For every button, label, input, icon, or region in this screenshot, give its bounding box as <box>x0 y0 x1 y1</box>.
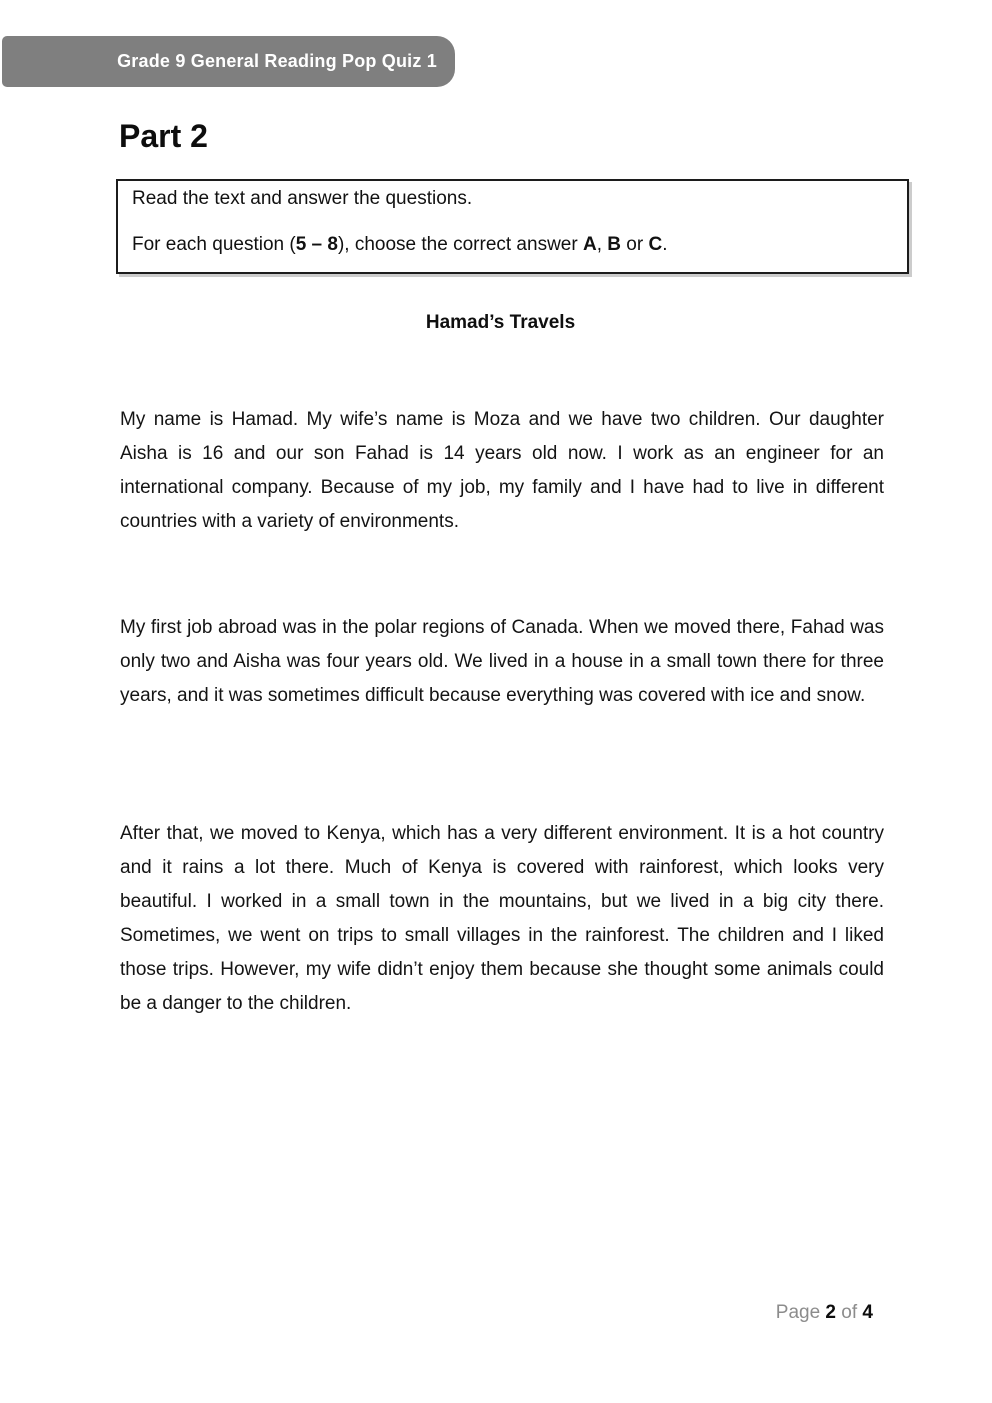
quiz-title-badge <box>2 36 455 87</box>
page-total: 4 <box>862 1302 873 1323</box>
article-paragraph-1: My name is Hamad. My wife’s name is Moza and we have two children. Our daughter Aisha is 16 and our son Fahad is 14 years old now. I work as an engineer for an international company. Because of my job, my family and I have had to live in different countries with a variety of environments. <box>120 409 884 532</box>
instructions-line-2-pre: For each question ( <box>132 234 296 255</box>
instructions-line-1: Read the text and answer the questions. <box>132 188 473 209</box>
answer-option-b: B <box>607 234 621 255</box>
answer-separator-bc: or <box>621 234 649 255</box>
article-paragraph-3: After that, we moved to Kenya, which has a very different environment. It is a hot country and it rains a lot there. Much of Kenya is covered with rainforest, which looks very beautiful. I worked in a small town in the mountains, but we lived in a big city there. Sometimes, we went on trips to small villages in the rainforest. The children and I liked those trips. However, my wife didn’t enjoy them because she thought some animals could be a danger to the children. <box>120 823 884 1014</box>
page-number <box>117 1301 873 1325</box>
article-title: Hamad’s Travels <box>425 312 576 333</box>
article-paragraph-2: My first job abroad was in the polar regions of Canada. When we moved there, Fahad was only two and Aisha was four years old. We lived in a house in a small town there for three years, and it was sometimes difficult because everything was covered with ice and snow. <box>120 617 884 706</box>
of-word: of <box>841 1302 858 1323</box>
instructions-line-2-end: . <box>662 234 668 255</box>
page-word: Page <box>775 1302 821 1323</box>
answer-separator-ab: , <box>596 234 608 255</box>
answer-option-a: A <box>582 234 597 255</box>
quiz-title-badge-label: Grade 9 General Reading Pop Quiz 1 <box>117 51 437 71</box>
instructions-line-2-mid: ), choose the correct answer <box>337 234 583 255</box>
part-heading: Part 2 <box>119 118 208 154</box>
answer-option-c: C <box>648 234 663 255</box>
page-current: 2 <box>825 1302 836 1323</box>
instructions-line-2 <box>132 233 891 257</box>
instructions-box <box>116 179 909 274</box>
question-range: 5 – 8 <box>295 234 338 255</box>
